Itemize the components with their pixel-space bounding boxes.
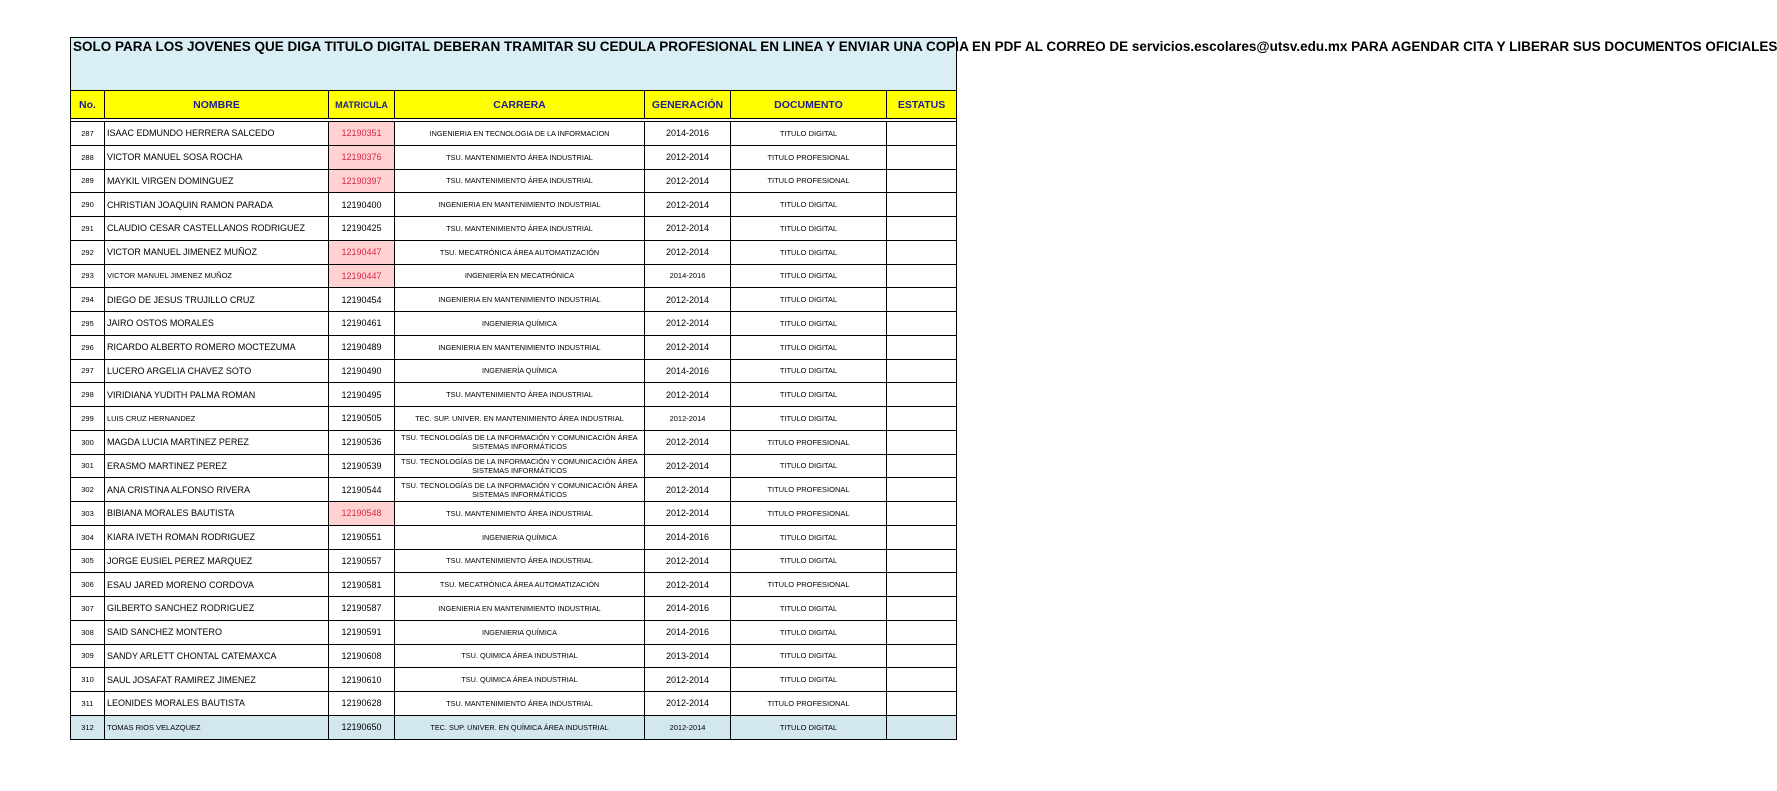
cell-no: 305 (71, 549, 105, 573)
cell-documento: TITULO DIGITAL (731, 217, 887, 241)
cell-nombre: VICTOR MANUEL JIMENEZ MUÑOZ (105, 264, 329, 288)
cell-carrera: TSU. MANTENIMIENTO ÁREA INDUSTRIAL (395, 502, 645, 526)
header-estatus: ESTATUS (887, 91, 957, 119)
cell-nombre: SANDY ARLETT CHONTAL CATEMAXCA (105, 644, 329, 668)
table-row (71, 430, 957, 454)
header-row (71, 91, 957, 119)
cell-no: 302 (71, 478, 105, 502)
cell-documento: TITULO PROFESIONAL (731, 573, 887, 597)
cell-no: 308 (71, 620, 105, 644)
cell-carrera: INGENIERÍA EN MECATRÓNICA (395, 264, 645, 288)
cell-carrera: TSU. TECNOLOGÍAS DE LA INFORMACIÓN Y COMUNICACIÓN ÁREA SISTEMAS INFORMÁTICOS (395, 454, 645, 478)
cell-no: 291 (71, 217, 105, 241)
cell-estatus (887, 145, 957, 169)
cell-no: 307 (71, 597, 105, 621)
cell-nombre: KIARA IVETH ROMAN RODRIGUEZ (105, 525, 329, 549)
students-table (70, 37, 1777, 740)
cell-matricula: 12190591 (329, 620, 395, 644)
cell-generacion: 2012-2014 (645, 549, 731, 573)
header-documento: DOCUMENTO (731, 91, 887, 119)
table-row (71, 668, 957, 692)
cell-estatus (887, 288, 957, 312)
table-row (71, 620, 957, 644)
cell-no: 303 (71, 502, 105, 526)
cell-carrera: TSU. QUIMICA ÁREA INDUSTRIAL (395, 668, 645, 692)
cell-carrera: TSU. MANTENIMIENTO ÁREA INDUSTRIAL (395, 692, 645, 716)
cell-documento: TITULO DIGITAL (731, 620, 887, 644)
cell-nombre: ISAAC EDMUNDO HERRERA SALCEDO (105, 122, 329, 146)
cell-documento: TITULO DIGITAL (731, 454, 887, 478)
cell-matricula: 12190628 (329, 692, 395, 716)
cell-documento: TITULO DIGITAL (731, 359, 887, 383)
cell-estatus (887, 407, 957, 431)
cell-generacion: 2012-2014 (645, 193, 731, 217)
cell-no: 301 (71, 454, 105, 478)
cell-no: 289 (71, 169, 105, 193)
cell-documento: TITULO PROFESIONAL (731, 145, 887, 169)
cell-documento: TITULO DIGITAL (731, 335, 887, 359)
cell-carrera: INGENIERIA QUÍMICA (395, 620, 645, 644)
cell-nombre: TOMAS RIOS VELAZQUEZ (105, 715, 329, 739)
cell-carrera: TSU. MECATRÓNICA ÁREA AUTOMATIZACIÓN (395, 573, 645, 597)
cell-nombre: MAGDA LUCIA MARTINEZ PEREZ (105, 430, 329, 454)
notice-banner: SOLO PARA LOS JOVENES QUE DIGA TITULO DIGITAL DEBERAN TRAMITAR SU CEDULA PROFESIONAL EN LINEA Y ENVIAR UNA COPIA EN PDF AL CORREO DE servicios.escolares@utsv.edu.mx PARA AGENDAR CITA Y LIBERAR SUS DOCUMENTOS OFICIALES (71, 38, 957, 91)
cell-carrera: INGENIERÍA QUÍMICA (395, 359, 645, 383)
cell-carrera: TSU. MANTENIMIENTO ÁREA INDUSTRIAL (395, 217, 645, 241)
cell-documento: TITULO DIGITAL (731, 193, 887, 217)
cell-carrera: TSU. MANTENIMIENTO ÁREA INDUSTRIAL (395, 145, 645, 169)
table-row (71, 145, 957, 169)
cell-matricula: 12190536 (329, 430, 395, 454)
cell-generacion: 2012-2014 (645, 692, 731, 716)
cell-matricula: 12190397 (329, 169, 395, 193)
cell-matricula: 12190489 (329, 335, 395, 359)
cell-nombre: LEONIDES MORALES BAUTISTA (105, 692, 329, 716)
cell-matricula: 12190351 (329, 122, 395, 146)
cell-matricula: 12190557 (329, 549, 395, 573)
table-row (71, 312, 957, 336)
cell-nombre: ANA CRISTINA ALFONSO RIVERA (105, 478, 329, 502)
cell-nombre: JORGE EUSIEL PEREZ MARQUEZ (105, 549, 329, 573)
table-row (71, 454, 957, 478)
table-row (71, 573, 957, 597)
cell-carrera: TEC. SUP. UNIVER. EN MANTENIMIENTO ÁREA INDUSTRIAL (395, 407, 645, 431)
cell-no: 287 (71, 122, 105, 146)
header-matricula: MATRICULA (329, 91, 395, 119)
table-row (71, 502, 957, 526)
cell-generacion: 2012-2014 (645, 454, 731, 478)
cell-generacion: 2012-2014 (645, 169, 731, 193)
cell-carrera: TEC. SUP. UNIVER. EN QUÍMICA ÁREA INDUSTRIAL (395, 715, 645, 739)
table-row (71, 217, 957, 241)
cell-documento: TITULO PROFESIONAL (731, 430, 887, 454)
cell-generacion: 2012-2014 (645, 383, 731, 407)
cell-estatus (887, 122, 957, 146)
cell-documento: TITULO DIGITAL (731, 668, 887, 692)
banner-row (71, 38, 957, 91)
cell-matricula: 12190608 (329, 644, 395, 668)
cell-nombre: VIRIDIANA YUDITH PALMA ROMAN (105, 383, 329, 407)
header-no: No. (71, 91, 105, 119)
cell-carrera: INGENIERIA EN MANTENIMIENTO INDUSTRIAL (395, 193, 645, 217)
cell-no: 299 (71, 407, 105, 431)
cell-matricula: 12190400 (329, 193, 395, 217)
table-row (71, 383, 957, 407)
cell-generacion: 2012-2014 (645, 573, 731, 597)
table-row (71, 525, 957, 549)
header-carrera: CARRERA (395, 91, 645, 119)
cell-documento: TITULO DIGITAL (731, 312, 887, 336)
cell-estatus (887, 454, 957, 478)
cell-matricula: 12190490 (329, 359, 395, 383)
cell-nombre: JAIRO OSTOS MORALES (105, 312, 329, 336)
cell-nombre: LUCERO ARGELIA CHAVEZ SOTO (105, 359, 329, 383)
cell-carrera: INGENIERIA QUÍMICA (395, 312, 645, 336)
header-generacion: GENERACIÓN (645, 91, 731, 119)
cell-carrera: INGENIERIA EN MANTENIMIENTO INDUSTRIAL (395, 288, 645, 312)
cell-nombre: MAYKIL VIRGEN DOMINGUEZ (105, 169, 329, 193)
cell-nombre: VICTOR MANUEL SOSA ROCHA (105, 145, 329, 169)
cell-documento: TITULO DIGITAL (731, 264, 887, 288)
cell-estatus (887, 430, 957, 454)
table-row (71, 597, 957, 621)
cell-carrera: TSU. TECNOLOGÍAS DE LA INFORMACIÓN Y COMUNICACIÓN ÁREA SISTEMAS INFORMÁTICOS (395, 430, 645, 454)
cell-generacion: 2014-2016 (645, 122, 731, 146)
cell-estatus (887, 715, 957, 739)
cell-matricula: 12190544 (329, 478, 395, 502)
header-nombre: NOMBRE (105, 91, 329, 119)
cell-documento: TITULO PROFESIONAL (731, 502, 887, 526)
cell-estatus (887, 573, 957, 597)
cell-generacion: 2014-2016 (645, 359, 731, 383)
cell-estatus (887, 217, 957, 241)
cell-carrera: INGENIERIA EN TECNOLOGIA DE LA INFORMACION (395, 122, 645, 146)
cell-estatus (887, 335, 957, 359)
cell-generacion: 2014-2016 (645, 264, 731, 288)
cell-matricula: 12190551 (329, 525, 395, 549)
cell-generacion: 2012-2014 (645, 430, 731, 454)
cell-estatus (887, 597, 957, 621)
cell-documento: TITULO DIGITAL (731, 644, 887, 668)
cell-nombre: SAUL JOSAFAT RAMIREZ JIMENEZ (105, 668, 329, 692)
table-row (71, 169, 957, 193)
cell-generacion: 2014-2016 (645, 620, 731, 644)
cell-nombre: ESAU JARED MORENO CORDOVA (105, 573, 329, 597)
cell-matricula: 12190548 (329, 502, 395, 526)
cell-nombre: DIEGO DE JESUS TRUJILLO CRUZ (105, 288, 329, 312)
cell-documento: TITULO DIGITAL (731, 597, 887, 621)
cell-carrera: INGENIERIA QUÍMICA (395, 525, 645, 549)
cell-no: 309 (71, 644, 105, 668)
cell-carrera: TSU. MANTENIMIENTO ÁREA INDUSTRIAL (395, 549, 645, 573)
cell-matricula: 12190650 (329, 715, 395, 739)
cell-documento: TITULO PROFESIONAL (731, 478, 887, 502)
cell-nombre: BIBIANA MORALES BAUTISTA (105, 502, 329, 526)
cell-carrera: TSU. MANTENIMIENTO ÁREA INDUSTRIAL (395, 383, 645, 407)
cell-generacion: 2014-2016 (645, 597, 731, 621)
cell-estatus (887, 644, 957, 668)
cell-documento: TITULO DIGITAL (731, 525, 887, 549)
cell-estatus (887, 383, 957, 407)
cell-no: 306 (71, 573, 105, 597)
table-row (71, 335, 957, 359)
cell-estatus (887, 502, 957, 526)
cell-carrera: INGENIERIA EN MANTENIMIENTO INDUSTRIAL (395, 597, 645, 621)
cell-matricula: 12190425 (329, 217, 395, 241)
cell-matricula: 12190447 (329, 264, 395, 288)
cell-no: 300 (71, 430, 105, 454)
table-row (71, 478, 957, 502)
cell-estatus (887, 312, 957, 336)
cell-generacion: 2012-2014 (645, 288, 731, 312)
cell-generacion: 2012-2014 (645, 312, 731, 336)
cell-nombre: ERASMO MARTINEZ PEREZ (105, 454, 329, 478)
cell-estatus (887, 240, 957, 264)
cell-generacion: 2012-2014 (645, 145, 731, 169)
cell-estatus (887, 668, 957, 692)
table-row (71, 644, 957, 668)
cell-documento: TITULO DIGITAL (731, 383, 887, 407)
cell-estatus (887, 193, 957, 217)
cell-carrera: INGENIERIA EN MANTENIMIENTO INDUSTRIAL (395, 335, 645, 359)
cell-documento: TITULO DIGITAL (731, 288, 887, 312)
cell-estatus (887, 264, 957, 288)
cell-documento: TITULO DIGITAL (731, 122, 887, 146)
cell-documento: TITULO PROFESIONAL (731, 692, 887, 716)
cell-matricula: 12190610 (329, 668, 395, 692)
table-row (71, 715, 957, 739)
cell-nombre: CHRISTIAN JOAQUIN RAMON PARADA (105, 193, 329, 217)
cell-matricula: 12190447 (329, 240, 395, 264)
cell-documento: TITULO PROFESIONAL (731, 169, 887, 193)
table-row (71, 288, 957, 312)
cell-generacion: 2012-2014 (645, 240, 731, 264)
cell-no: 295 (71, 312, 105, 336)
cell-estatus (887, 478, 957, 502)
cell-carrera: TSU. MANTENIMIENTO ÁREA INDUSTRIAL (395, 169, 645, 193)
cell-carrera: TSU. TECNOLOGÍAS DE LA INFORMACIÓN Y COMUNICACIÓN ÁREA SISTEMAS INFORMÁTICOS (395, 478, 645, 502)
cell-no: 310 (71, 668, 105, 692)
cell-generacion: 2012-2014 (645, 335, 731, 359)
cell-nombre: RICARDO ALBERTO ROMERO MOCTEZUMA (105, 335, 329, 359)
cell-generacion: 2012-2014 (645, 478, 731, 502)
table-row (71, 193, 957, 217)
cell-generacion: 2012-2014 (645, 502, 731, 526)
cell-no: 296 (71, 335, 105, 359)
cell-estatus (887, 169, 957, 193)
table-row (71, 122, 957, 146)
cell-no: 293 (71, 264, 105, 288)
cell-generacion: 2012-2014 (645, 407, 731, 431)
cell-no: 292 (71, 240, 105, 264)
cell-documento: TITULO DIGITAL (731, 240, 887, 264)
cell-generacion: 2013-2014 (645, 644, 731, 668)
table-row (71, 359, 957, 383)
cell-generacion: 2012-2014 (645, 668, 731, 692)
table-body (71, 122, 957, 740)
cell-matricula: 12190587 (329, 597, 395, 621)
cell-generacion: 2012-2014 (645, 217, 731, 241)
cell-matricula: 12190505 (329, 407, 395, 431)
cell-estatus (887, 620, 957, 644)
cell-no: 298 (71, 383, 105, 407)
cell-no: 290 (71, 193, 105, 217)
cell-documento: TITULO DIGITAL (731, 715, 887, 739)
cell-matricula: 12190454 (329, 288, 395, 312)
cell-no: 311 (71, 692, 105, 716)
cell-estatus (887, 549, 957, 573)
table-row (71, 264, 957, 288)
cell-estatus (887, 359, 957, 383)
cell-matricula: 12190376 (329, 145, 395, 169)
cell-no: 297 (71, 359, 105, 383)
table-row (71, 549, 957, 573)
cell-estatus (887, 525, 957, 549)
cell-nombre: CLAUDIO CESAR CASTELLANOS RODRIGUEZ (105, 217, 329, 241)
cell-estatus (887, 692, 957, 716)
table-row (71, 692, 957, 716)
cell-no: 304 (71, 525, 105, 549)
cell-no: 312 (71, 715, 105, 739)
cell-nombre: GILBERTO SANCHEZ RODRIGUEZ (105, 597, 329, 621)
cell-no: 294 (71, 288, 105, 312)
cell-documento: TITULO DIGITAL (731, 407, 887, 431)
cell-nombre: LUIS CRUZ HERNANDEZ (105, 407, 329, 431)
cell-nombre: SAID SANCHEZ MONTERO (105, 620, 329, 644)
cell-no: 288 (71, 145, 105, 169)
cell-generacion: 2014-2016 (645, 525, 731, 549)
cell-generacion: 2012-2014 (645, 715, 731, 739)
cell-carrera: TSU. MECATRÓNICA ÁREA AUTOMATIZACIÓN (395, 240, 645, 264)
cell-documento: TITULO DIGITAL (731, 549, 887, 573)
table-row (71, 240, 957, 264)
cell-matricula: 12190539 (329, 454, 395, 478)
cell-matricula: 12190461 (329, 312, 395, 336)
cell-matricula: 12190581 (329, 573, 395, 597)
table-row (71, 407, 957, 431)
cell-nombre: VICTOR MANUEL JIMENEZ MUÑOZ (105, 240, 329, 264)
cell-carrera: TSU. QUIMICA ÁREA INDUSTRIAL (395, 644, 645, 668)
cell-matricula: 12190495 (329, 383, 395, 407)
